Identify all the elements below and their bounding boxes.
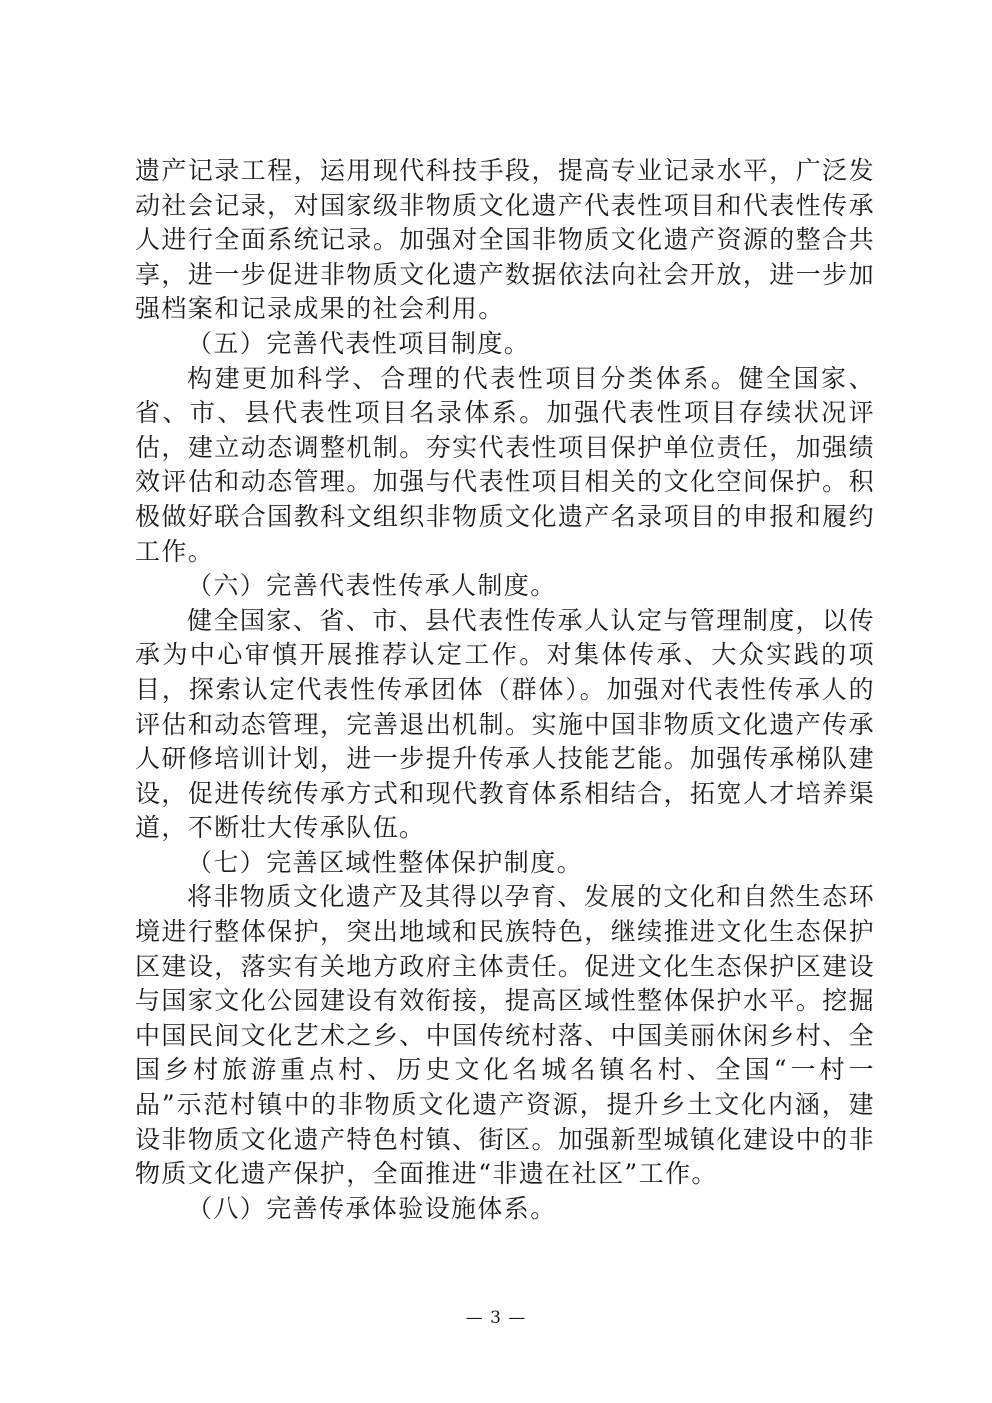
document-body: [135, 154, 875, 1226]
section-heading-eight: （八）完善传承体验设施体系。: [187, 1193, 557, 1223]
paragraph-representative-projects: 构建更加科学、合理的代表性项目分类体系。健全国家、省、市、县代表性项目名录体系。加强代表性项目存续状况评估，建立动态调整机制。夯实代表性项目保护单位责任，加强绩效评估和动态管理。加强与代表性项目相关的文化空间保护。积极做好联合国教科文组织非物质文化遗产名录项目的申报和履约工作。: [135, 363, 875, 566]
page-number: — 3 —: [465, 1308, 527, 1328]
paragraph-regional-protection: 将非物质文化遗产及其得以孕育、发展的文化和自然生态环境进行整体保护，突出地域和民族特色，继续推进文化生态保护区建设，落实有关地方政府主体责任。促进文化生态保护区建设与国家文化公园建设有效衔接，提高区域性整体保护水平。挖掘中国民间文化艺术之乡、中国传统村落、中国美丽休闲乡村、全国乡村旅游重点村、历史文化名城名镇名村、全国“一村一品”示范村镇中的非物质文化遗产资源，提升乡土文化内涵，建设非物质文化遗产特色村镇、街区。加强新型城镇化建设中的非物质文化遗产保护，全面推进“非遗在社区”工作。: [135, 882, 875, 1189]
paragraph-continuation: 遗产记录工程，运用现代科技手段，提高专业记录水平，广泛发动社会记录，对国家级非物质文化遗产代表性项目和代表性传承人进行全面系统记录。加强对全国非物质文化遗产资源的整合共享，进一步促进非物质文化遗产数据依法向社会开放，进一步加强档案和记录成果的社会利用。: [135, 156, 875, 324]
section-heading-five: （五）完善代表性项目制度。: [187, 328, 531, 358]
section-heading-six: （六）完善代表性传承人制度。: [187, 571, 557, 601]
paragraph-representative-inheritors: 健全国家、省、市、县代表性传承人认定与管理制度，以传承为中心审慎开展推荐认定工作。对集体传承、大众实践的项目，探索认定代表性传承团体（群体）。加强对代表性传承人的评估和动态管理，完善退出机制。实施中国非物质文化遗产传承人研修培训计划，进一步提升传承人技能艺能。加强传承梯队建设，促进传统传承方式和现代教育体系相结合，拓宽人才培养渠道，不断壮大传承队伍。: [135, 605, 875, 843]
section-heading-seven: （七）完善区域性整体保护制度。: [187, 847, 584, 877]
